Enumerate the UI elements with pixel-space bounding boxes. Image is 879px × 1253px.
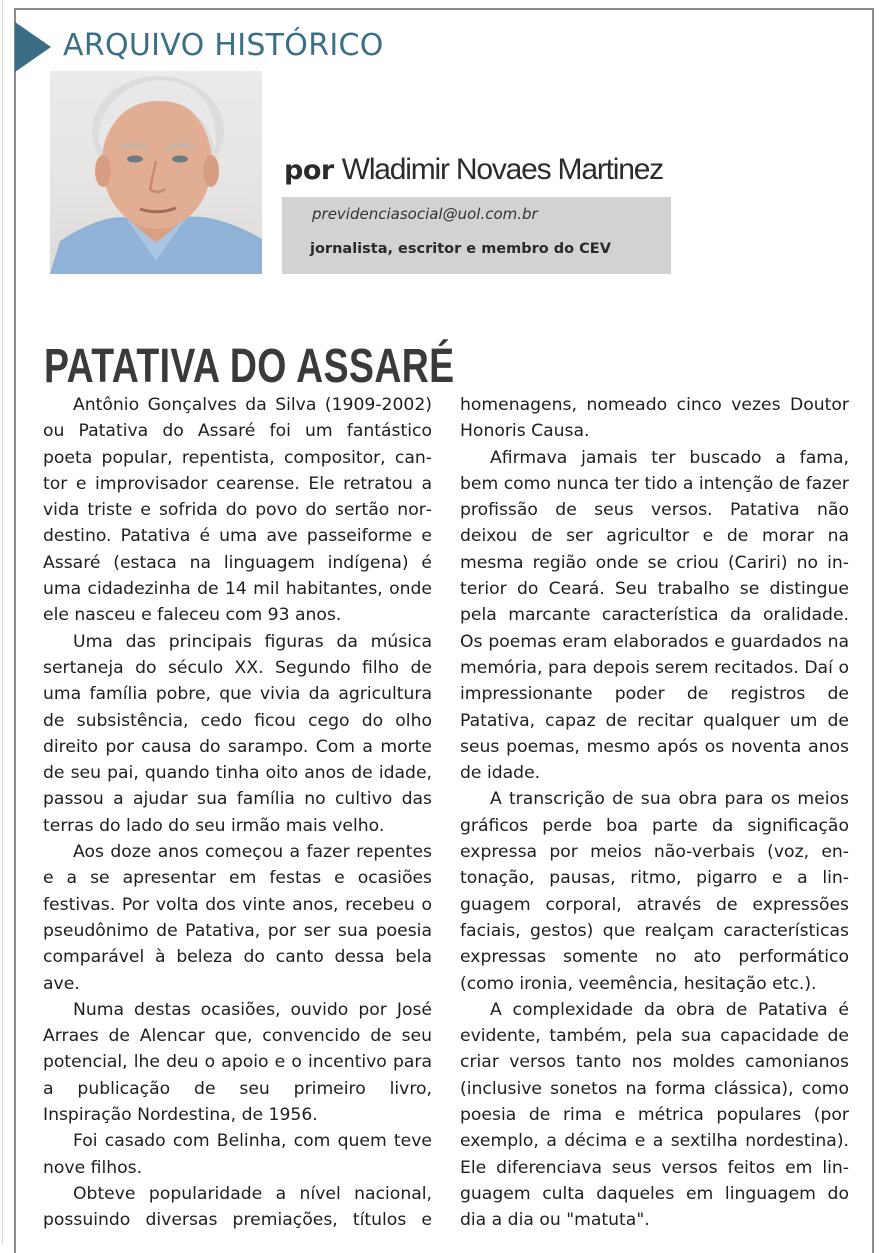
author-info-box <box>282 197 671 274</box>
author-role: jornalista, escritor e membro do CEV <box>310 241 611 257</box>
paragraph: Obteve popularidade a nível nacional, possuindo diversas premiações, títulos e <box>43 1183 432 1231</box>
byline-prefix: por <box>284 155 334 186</box>
page-edge-guide <box>2 0 3 1243</box>
paragraph-continuation: homenagens, nomeado cinco vezes Doutor Honoris Causa. <box>460 395 849 442</box>
author-portrait-icon <box>50 71 262 274</box>
section-arrow-icon <box>15 22 51 72</box>
author-email[interactable]: previdenciasocial@uol.com.br <box>312 205 538 223</box>
article-title: PATATIVA DO ASSARÉ <box>44 340 455 394</box>
article-column-left <box>43 392 432 1234</box>
paragraph: Afirmava jamais ter buscado a fama, bem como nunca ter tido a intenção de fazer profissão de seus versos. Patativa não deixou de ser agricultor e de morar na mesma região onde se criou (Cariri) no interior do Ceará. Seu trabalho se distingue pela marcante característica da oralidade. Os poemas eram elaborados e guardados na memória, para depois serem recitados. Daí o impressionante poder de registros de Patativa, capaz de recitar qualquer um de seus poemas, mesmo após os noventa anos de idade. <box>460 447 849 784</box>
author-photo <box>50 71 262 274</box>
paragraph: Aos doze anos começou a fazer repentes e a se apresentar em festas e ocasiões festivas. Por volta dos vinte anos, recebeu o pseudônimo de Patativa, por ser sua poesia comparável à beleza do canto dessa bela ave. <box>43 842 432 994</box>
section-label: ARQUIVO HISTÓRICO <box>63 28 384 63</box>
article-column-right <box>460 392 849 1234</box>
paragraph: A transcrição de sua obra para os meios gráficos perde boa parte da significação expressa por meios não-verbais (voz, entonação, pausas, ritmo, pigarro e a linguagem corporal, através de expressões faciais, gestos) que realçam características expressas somente no ato performático (como ironia, veemência, hesitação etc.). <box>460 789 849 994</box>
paragraph: Uma das principais figuras da música sertaneja do século XX. Segundo filho de uma família pobre, que vivia da agricultura de subsistência, cedo ficou cego do olho direito por causa do sarampo. Com a morte de seu pai, quando tinha oito anos de idade, passou a ajudar sua família no cultivo das terras do lado do seu irmão mais velho. <box>43 631 432 836</box>
byline <box>284 150 663 195</box>
paragraph: A complexidade da obra de Patativa é evidente, também, pela sua capacidade de criar versos tanto nos moldes camonianos (inclusive sonetos na forma clássica), como poesia de rima e métrica populares (por exemplo, a décima e a sextilha nordestina). Ele diferenciava seus versos feitos em linguagem culta daqueles em linguagem do dia a dia ou "matuta". <box>460 999 849 1231</box>
paragraph: Numa destas ocasiões, ouvido por José Arraes de Alencar que, convencido de seu potencial, lhe deu o apoio e o incentivo para a publicação de seu primeiro livro, Inspiração Nordestina, de 1956. <box>43 999 432 1126</box>
author-name: Wladimir Novaes Martinez <box>341 153 663 186</box>
paragraph: Antônio Gonçalves da Silva (1909-2002) ou Patativa do Assaré foi um fantástico poeta popular, repentista, compositor, cantor e improvisador cearense. Ele retratou a vida triste e sofrida do povo do sertão nordestino. Patativa é uma ave passeiforme e Assaré (estaca na linguagem indígena) é uma cidadezinha de 14 mil habitantes, onde ele nasceu e faleceu com 93 anos. <box>43 395 432 626</box>
paragraph: Foi casado com Belinha, com quem teve nove filhos. <box>43 1131 432 1178</box>
